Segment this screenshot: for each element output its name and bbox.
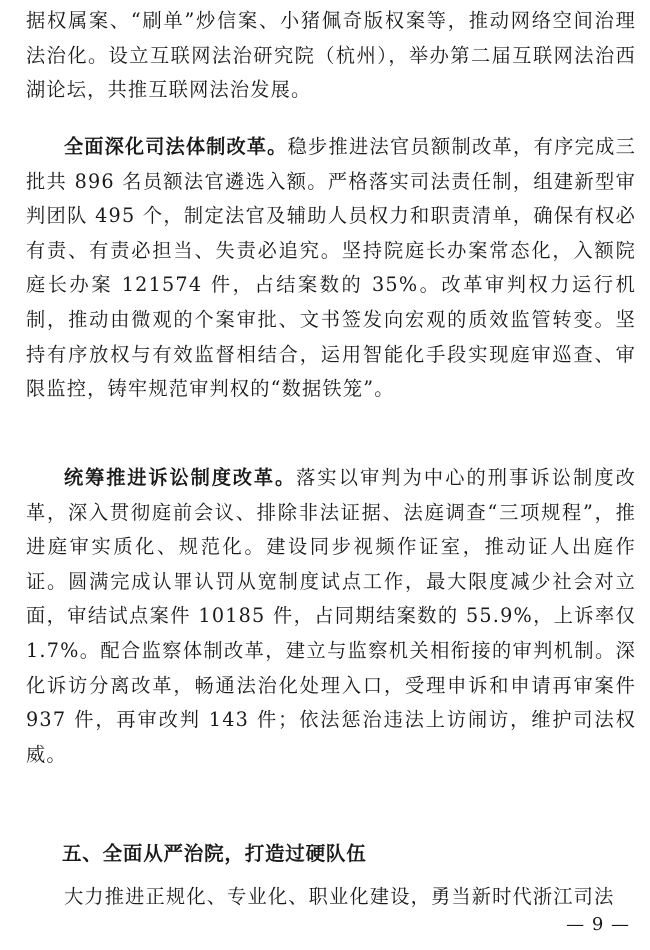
- paragraph-judicial-reform: [26, 130, 636, 407]
- paragraph-litigation-reform: [26, 461, 636, 772]
- section-heading: 五、全面从严治院，打造过硬队伍: [62, 842, 367, 865]
- paragraph-text: 大力推进正规化、专业化、职业化建设，勇当新时代浙江司法: [64, 885, 615, 908]
- page-number: — 9 —: [566, 914, 630, 935]
- paragraph-internet-law: [26, 4, 636, 108]
- paragraph-text: 稳步推进法官员额制改革，有序完成三批共 896 名员额法官遴选入额。严格落实司法责任制，组建新型审判团队 495 个，制定法官及辅助人员权力和职责清单，确保有权必有责、有责必担当、失责必追究。坚持院庭长办案常态化，入额院庭长办案 121574 件，占结案数的 35%。改革审判权力运行机制，推动由微观的个案审批、文书签发向宏观的质效监管转变。坚持有序放权与有效监督相结合，运用智能化手段实现庭审巡查、审限监控，铸牢规范审判权的“数据铁笼”。: [26, 135, 637, 401]
- paragraph-team-building: [26, 880, 636, 915]
- paragraph-text: 落实以审判为中心的刑事诉讼制度改革，深入贯彻庭前会议、排除非法证据、法庭调查“三项规程”，推进庭审实质化、规范化。建设同步视频作证室，推动证人出庭作证。圆满完成认罪认罚从宽制度试点工作，最大限度减少社会对立面，审结试点案件 10185 件，占同期结案数的 55.9%，上诉率仅 1.7%。配合监察体制改革，建立与监察机关相衔接的审判机制。深化诉访分离改革，畅通法治化处理入口，受理申诉和申请再审案件 937 件，再审改判 143 件；依法惩治违法上访闹访，维护司法权威。: [26, 466, 637, 766]
- paragraph-lead: 全面深化司法体制改革。: [64, 135, 288, 158]
- paragraph-lead: 统筹推进诉讼制度改革。: [64, 466, 297, 489]
- paragraph-text: 据权属案、“刷单”炒信案、小猪佩奇版权案等，推动网络空间治理法治化。设立互联网法治研究院（杭州），举办第二届互联网法治西湖论坛，共推互联网法治发展。: [26, 9, 636, 102]
